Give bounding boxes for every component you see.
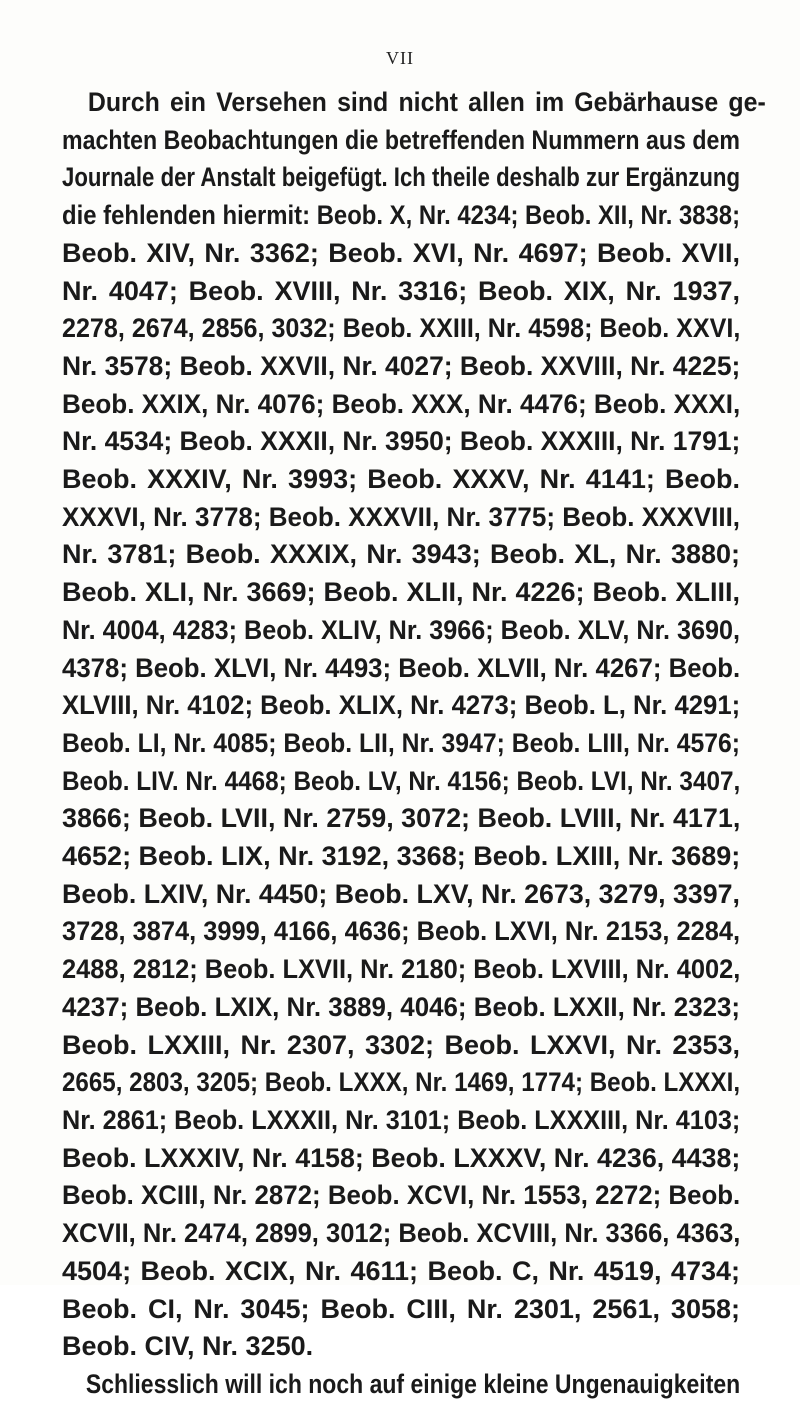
body-text bbox=[62, 84, 766, 1404]
text-line: Beob. XXXIV, Nr. 3993; Beob. XXXV, Nr. 4141; Beob. bbox=[62, 464, 740, 495]
text-line: 2488, 2812; Beob. LXVII, Nr. 2180; Beob. LXVIII, Nr. 4002, bbox=[62, 954, 741, 985]
text-line: Nr. 4047; Beob. XVIII, Nr. 3316; Beob. XIX, Nr. 1937, bbox=[62, 275, 740, 306]
text-line: Nr. 3578; Beob. XXVII, Nr. 4027; Beob. XXVIII, Nr. 4225; bbox=[62, 350, 741, 381]
text-line: Beob. XLI, Nr. 3669; Beob. XLII, Nr. 4226; Beob. XLIII, bbox=[62, 577, 740, 608]
text-line: 2278, 2674, 2856, 3032; Beob. XXIII, Nr. 4598; Beob. XXVI, bbox=[62, 313, 741, 344]
text-line: Beob. CI, Nr. 3045; Beob. CIII, Nr. 2301, 2561, 3058; bbox=[62, 1293, 740, 1324]
text-line: XXXVI, Nr. 3778; Beob. XXXVII, Nr. 3775; Beob. XXXVIII, bbox=[62, 501, 741, 532]
text-line: Nr. 3781; Beob. XXXIX, Nr. 3943; Beob. XL, Nr. 3880; bbox=[62, 539, 740, 570]
text-line: 4237; Beob. LXIX, Nr. 3889, 4046; Beob. LXXII, Nr. 2323; bbox=[62, 991, 741, 1022]
text-line: Beob. LXIV, Nr. 4450; Beob. LXV, Nr. 2673, 3279, 3397, bbox=[62, 878, 740, 909]
text-line: Beob. LXXIII, Nr. 2307, 3302; Beob. LXXVI, Nr. 2353, bbox=[62, 1029, 740, 1060]
text-line: Durch ein Versehen sind nicht allen im Gebärhause ge- bbox=[87, 87, 766, 117]
text-line: die fehlenden hiermit: Beob. X, Nr. 4234; Beob. XII, Nr. 3838; bbox=[62, 200, 741, 231]
text-line: 3728, 3874, 3999, 4166, 4636; Beob. LXVI, Nr. 2153, 2284, bbox=[62, 916, 741, 947]
text-line: Beob. XCIII, Nr. 2872; Beob. XCVI, Nr. 1553, 2272; Beob. bbox=[62, 1180, 741, 1211]
text-line: Beob. XIV, Nr. 3362; Beob. XVI, Nr. 4697; Beob. XVII, bbox=[62, 237, 740, 268]
text-line: Schliesslich will ich noch auf einige kleine Ungenauigkeiten bbox=[85, 1368, 741, 1399]
text-line: Beob. CIV, Nr. 3250. bbox=[62, 1331, 314, 1362]
text-line: Nr. 4004, 4283; Beob. XLIV, Nr. 3966; Beob. XLV, Nr. 3690, bbox=[62, 614, 741, 645]
text-line: 4504; Beob. XCIX, Nr. 4611; Beob. C, Nr. 4519, 4734; bbox=[62, 1255, 740, 1286]
text-line: 2665, 2803, 3205; Beob. LXXX, Nr. 1469, 1774; Beob. LXXXI, bbox=[62, 1067, 741, 1098]
text-line: 3866; Beob. LVII, Nr. 2759, 3072; Beob. LVIII, Nr. 4171, bbox=[62, 803, 741, 834]
text-line: Nr. 4534; Beob. XXXII, Nr. 3950; Beob. XXXIII, Nr. 1791; bbox=[62, 426, 741, 457]
text-line: XCVII, Nr. 2474, 2899, 3012; Beob. XCVIII, Nr. 3366, 4363, bbox=[62, 1218, 741, 1249]
text-line: Nr. 2861; Beob. LXXXII, Nr. 3101; Beob. LXXXIII, Nr. 4103; bbox=[62, 1104, 741, 1135]
text-line: Beob. LI, Nr. 4085; Beob. LII, Nr. 3947; Beob. LIII, Nr. 4576; bbox=[62, 727, 740, 758]
text-line: machten Beobachtungen die betreffenden Nummern aus dem bbox=[62, 124, 740, 155]
text-line: Beob. XXIX, Nr. 4076; Beob. XXX, Nr. 4476; Beob. XXXI, bbox=[62, 388, 741, 419]
text-line: Journale der Anstalt beigefügt. Ich theile deshalb zur Ergänzung bbox=[62, 162, 740, 193]
text-line: Beob. LXXXIV, Nr. 4158; Beob. LXXXV, Nr. 4236, 4438; bbox=[62, 1142, 741, 1173]
text-line: XLVIII, Nr. 4102; Beob. XLIX, Nr. 4273; Beob. L, Nr. 4291; bbox=[62, 690, 741, 721]
page-number: VII bbox=[386, 48, 414, 68]
text-line: 4378; Beob. XLVI, Nr. 4493; Beob. XLVII, Nr. 4267; Beob. bbox=[62, 652, 741, 683]
text-line: 4652; Beob. LIX, Nr. 3192, 3368; Beob. LXIII, Nr. 3689; bbox=[62, 841, 741, 872]
text-line: Beob. LIV. Nr. 4468; Beob. LV, Nr. 4156; Beob. LVI, Nr. 3407, bbox=[62, 765, 741, 796]
